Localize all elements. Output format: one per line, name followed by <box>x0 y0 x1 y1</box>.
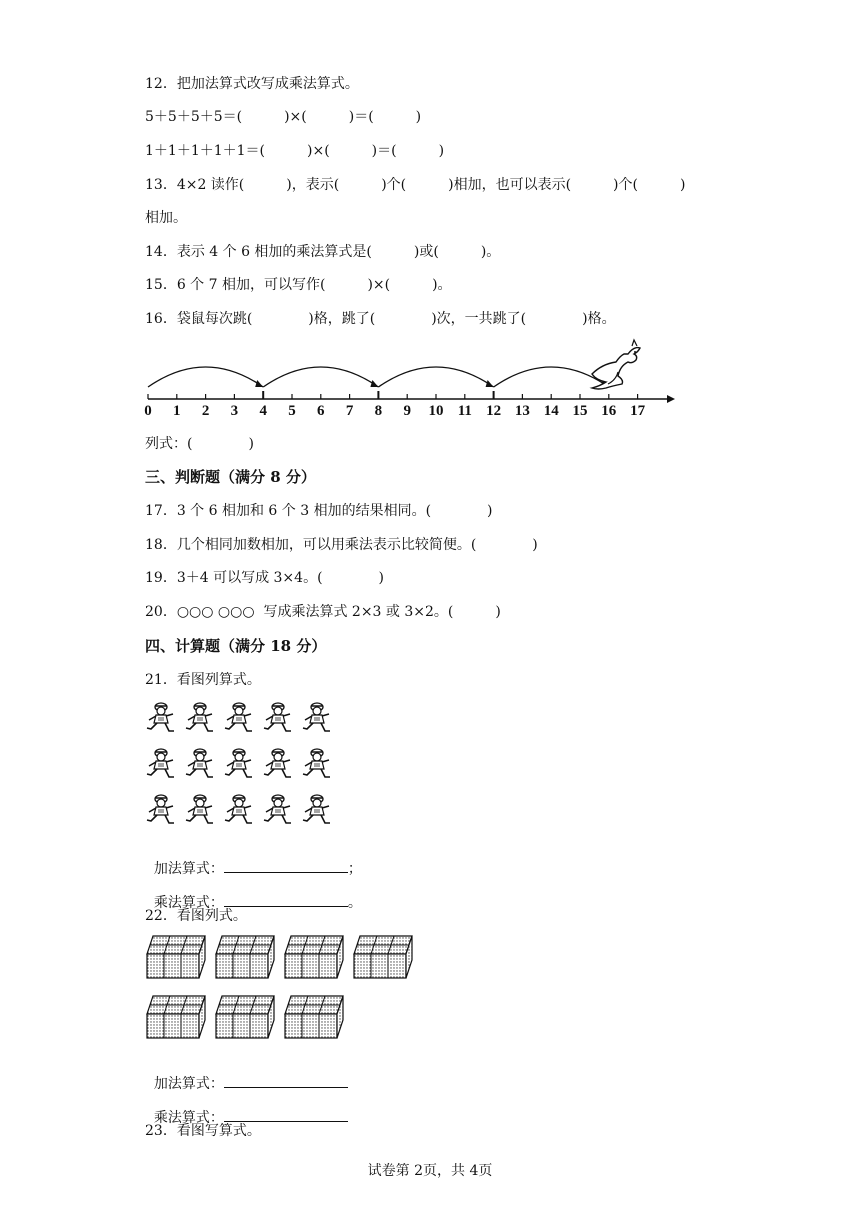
jump-arc <box>263 367 378 387</box>
runner-icon <box>303 749 330 777</box>
tick-label: 16 <box>601 403 617 419</box>
tick-label: 10 <box>428 403 444 419</box>
tick-label: 14 <box>543 403 559 419</box>
q13-line1: 13．4×2 读作( )，表示( )个( )相加，也可以表示( )个( ) <box>145 177 686 193</box>
runner-icon <box>147 703 174 731</box>
q23-prompt: 23．看图写算式。 <box>145 1123 261 1139</box>
section-3-title: 三、判断题（满分 8 分） <box>145 468 316 486</box>
q12-prompt: 12．把加法算式改写成乘法算式。 <box>145 76 359 92</box>
tick-label: 12 <box>486 403 502 419</box>
kangaroo-icon <box>592 340 640 389</box>
runner-icon <box>303 795 330 823</box>
tick-label: 15 <box>572 403 588 419</box>
jump-arc <box>494 367 609 387</box>
q21-add-label: 加法算式： <box>153 861 224 877</box>
cube-block-icon <box>285 936 343 978</box>
q21-add-answer-field[interactable] <box>224 858 348 873</box>
runner-icon <box>225 703 252 731</box>
tick-label: 7 <box>345 403 354 419</box>
q22-add-label: 加法算式： <box>153 1076 224 1092</box>
runner-icon <box>264 749 291 777</box>
q12-line1: 5＋5＋5＋5＝( )×( )＝( ) <box>145 109 422 125</box>
q16-prompt: 16．袋鼠每次跳( )格，跳了( )次，一共跳了( )格。 <box>145 311 616 327</box>
q21-figure-grid <box>145 700 345 830</box>
cube-block-icon <box>216 936 274 978</box>
tick-label: 13 <box>514 403 530 419</box>
cube-block-icon <box>285 996 343 1038</box>
runner-icon <box>147 749 174 777</box>
runner-icon <box>225 749 252 777</box>
tick-label: 4 <box>259 403 267 419</box>
q21-mul-end: 。 <box>347 895 362 911</box>
runner-icon <box>186 749 213 777</box>
tick-label: 6 <box>317 403 325 419</box>
runner-icon <box>303 703 330 731</box>
tick-label: 11 <box>457 403 472 419</box>
q21-mul-label: 乘法算式： <box>153 895 224 911</box>
tick-label: 0 <box>144 403 152 419</box>
q14: 14．表示 4 个 6 相加的乘法算式是( )或( )。 <box>145 244 501 260</box>
cube-block-icon <box>147 996 205 1038</box>
jump-arrowhead <box>370 380 378 387</box>
q19: 19．3＋4 可以写成 3×4。( ) <box>145 570 384 586</box>
runner-icon <box>264 703 291 731</box>
q12-line2: 1＋1＋1＋1＋1＝( )×( )＝( ) <box>145 143 445 159</box>
q21-mul-answer-field[interactable] <box>224 892 348 907</box>
page-footer: 试卷第 2页，共 4页 <box>367 1163 493 1179</box>
runner-icon <box>186 703 213 731</box>
cube-block-icon <box>216 996 274 1038</box>
q17: 17．3 个 6 相加和 6 个 3 相加的结果相同。( ) <box>145 503 493 519</box>
tick-label: 2 <box>201 403 210 419</box>
q16-answer: 列式：( ) <box>145 436 254 452</box>
tick-label: 9 <box>403 403 411 419</box>
runner-icon <box>147 795 174 823</box>
section-4-title: 四、计算题（满分 18 分） <box>145 637 327 655</box>
q21-prompt: 21．看图列算式。 <box>145 672 261 688</box>
cube-block-icon <box>147 936 205 978</box>
tick-label: 3 <box>230 403 239 419</box>
number-line-ticks <box>144 391 645 419</box>
q20: 20．○○○ ○○○ 写成乘法算式 2×3 或 3×2。( ) <box>145 604 501 620</box>
number-line-arrow <box>667 395 675 403</box>
jump-arc <box>378 367 493 387</box>
number-line <box>140 340 700 420</box>
jump-arc <box>148 367 263 387</box>
cube-block-icon <box>354 936 412 978</box>
tick-label: 1 <box>173 403 181 419</box>
q15: 15．6 个 7 相加，可以写作( )×( )。 <box>145 277 452 293</box>
jump-arcs <box>148 367 609 387</box>
jump-arrowhead <box>486 380 494 387</box>
q21-add-end: ； <box>347 861 362 877</box>
runner-icon <box>186 795 213 823</box>
q18: 18．几个相同加数相加，可以用乘法表示比较简便。( ) <box>145 537 538 553</box>
tick-label: 17 <box>630 403 646 419</box>
q22-mul-label: 乘法算式： <box>153 1110 224 1126</box>
tick-label: 8 <box>374 403 383 419</box>
runner-icon <box>264 795 291 823</box>
q22-figure-grid <box>145 932 425 1052</box>
q22-prompt: 22．看图列式。 <box>145 908 247 924</box>
runner-icon <box>225 795 252 823</box>
jump-arrowhead <box>255 380 263 387</box>
q22-mul-answer-field[interactable] <box>224 1107 348 1122</box>
tick-label: 5 <box>288 403 296 419</box>
q22-add-answer-field[interactable] <box>224 1073 348 1088</box>
q13-line2: 相加。 <box>145 210 187 226</box>
